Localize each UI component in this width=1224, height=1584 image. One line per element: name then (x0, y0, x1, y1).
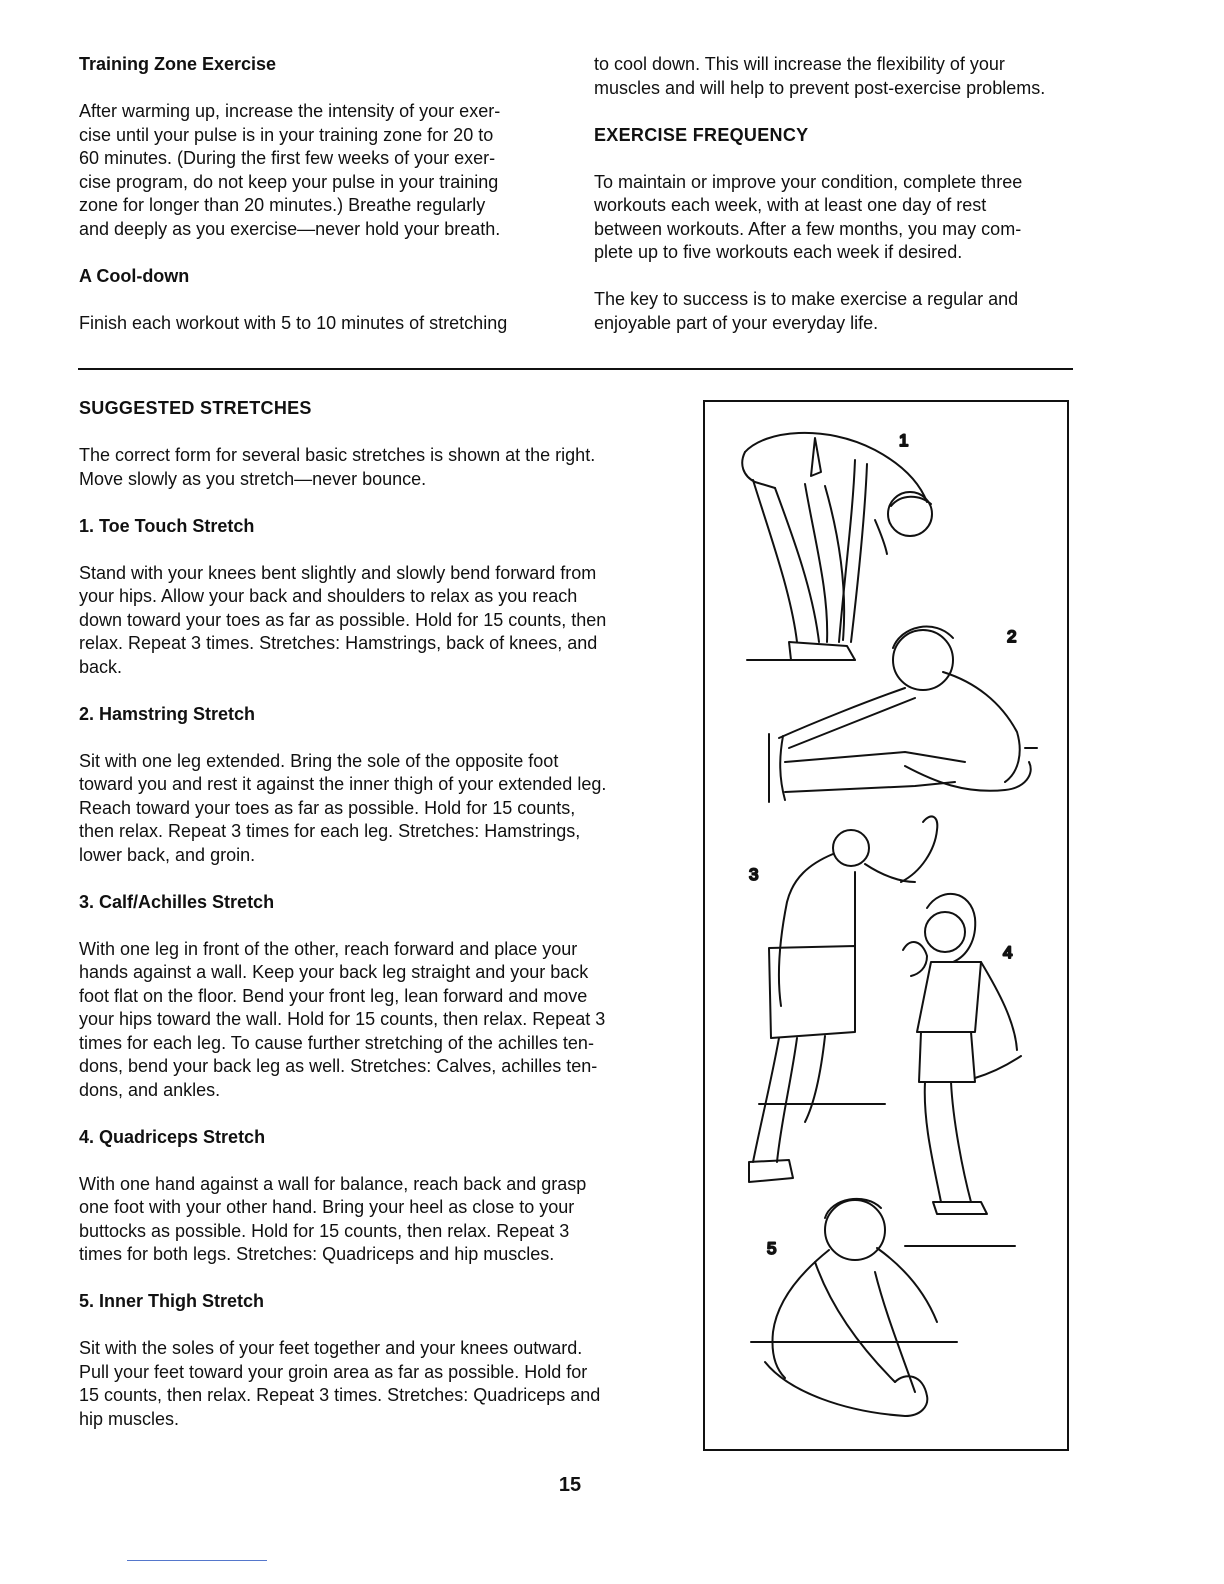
inner-thigh-figure (751, 1199, 957, 1416)
back-5 (773, 1250, 830, 1378)
stretches-intro-line: Move slowly as you stretch—never bounce. (79, 468, 427, 489)
top-left-column (79, 53, 559, 335)
stretches-illustration (703, 400, 1069, 1451)
stretch-line: back. (79, 656, 123, 677)
page-number: 15 (558, 1474, 582, 1496)
shorts-4 (919, 1032, 975, 1082)
cool-down-line: Finish each workout with 5 to 10 minutes of stretching (79, 312, 508, 333)
training-zone-line: zone for longer than 20 minutes.) Breathe regularly (79, 195, 486, 215)
stretch-line: times for each leg. To cause further stretching of the achilles ten- (79, 1032, 594, 1053)
head-3 (833, 830, 869, 866)
stretch-line: Pull your feet toward your groin area as far as possible. Hold for (79, 1361, 588, 1382)
footer-underline (127, 1560, 267, 1561)
suggested-stretches-section (79, 397, 679, 1431)
stretch-line: 15 counts, then relax. Repeat 3 times. Stretches: Quadriceps and (79, 1385, 601, 1405)
stretch-line: relax. Repeat 3 times. Stretches: Hamstrings, back of knees, and (79, 633, 598, 653)
stretch-line: hands against a wall. Keep your back leg straight and your back (79, 962, 589, 982)
figure-label: 4 (1003, 943, 1013, 962)
stretch-line: Sit with the soles of your feet together and your knees outward. (79, 1338, 583, 1358)
cool-down-continued-line: to cool down. This will increase the flexibility of your (594, 54, 1005, 74)
frequency-line: To maintain or improve your condition, complete three (594, 171, 1023, 192)
horizontal-divider (78, 368, 1073, 370)
raised-hand-3 (901, 816, 937, 882)
stretch-line: then relax. Repeat 3 times for each leg. Stretches: Hamstrings, (79, 821, 581, 841)
figure-label: 1 (899, 431, 909, 450)
head-1 (888, 492, 932, 536)
figure-label: 3 (749, 865, 759, 884)
stretch-line: your hips. Allow your back and shoulders to relax as you reach (79, 586, 578, 606)
shirt-tail (811, 438, 821, 476)
training-zone-line: cise program, do not keep your pulse in your training (79, 171, 499, 192)
frequency-line: workouts each week, with at least one day of rest (594, 195, 987, 215)
leg-2-top (785, 752, 965, 762)
head-4 (925, 912, 965, 952)
cool-down-continued-line: muscles and will help to prevent post-exercise problems. (594, 77, 1046, 98)
back-leg-3a (753, 1038, 779, 1162)
held-foot-4 (975, 1056, 1021, 1078)
stretch-line: buttocks as possible. Hold for 15 counts, then relax. Repeat 3 (79, 1220, 570, 1241)
stretch-line: dons, and ankles. (79, 1079, 221, 1100)
arm-5b (875, 1272, 915, 1392)
training-zone-line: After warming up, increase the intensity of your exer- (79, 101, 501, 121)
arm-4 (981, 962, 1017, 1050)
left-leg-back (753, 480, 797, 642)
top-right-column (594, 53, 1078, 335)
front-leg-3 (805, 1036, 825, 1122)
stretch-title: 5. Inner Thigh Stretch (79, 1291, 265, 1311)
arm-2a (779, 688, 905, 738)
face-1 (875, 520, 887, 554)
foot-2 (780, 736, 785, 800)
shoes-1 (789, 642, 855, 660)
frequency-line: between workouts. After a few months, you may com- (594, 218, 1022, 239)
back-leg-3b (777, 1038, 797, 1162)
back-2 (943, 672, 1020, 782)
stretch-title: 3. Calf/Achilles Stretch (79, 891, 275, 912)
head-2 (893, 630, 953, 690)
frequency-line: plete up to five workouts each week if desired. (594, 242, 963, 262)
stretch-line: With one leg in front of the other, reach forward and place your (79, 938, 578, 959)
figure-label: 5 (767, 1239, 777, 1258)
standing-leg-4a (925, 1082, 941, 1202)
figure-label: 2 (1007, 627, 1017, 646)
shoe-4 (933, 1202, 987, 1214)
arm-5a (815, 1262, 895, 1382)
arm-1 (839, 460, 855, 642)
stretch-line: With one hand against a wall for balance, reach back and grasp (79, 1173, 587, 1194)
calf-stretch-figure (749, 816, 937, 1182)
stretch-line: your hips toward the wall. Hold for 15 counts, then relax. Repeat 3 (79, 1009, 606, 1029)
stretch-line: Reach toward your toes as far as possible. Hold for 15 counts, (79, 797, 576, 818)
stretch-line: toward you and rest it against the inner thigh of your extended leg. (79, 774, 607, 794)
shorts-3 (769, 946, 855, 1038)
legs-5 (765, 1362, 927, 1416)
suggested-stretches-heading: SUGGESTED STRETCHES (79, 398, 312, 418)
key-to-success-line: enjoyable part of your everyday life. (594, 312, 879, 333)
stretch-line: Stand with your knees bent slightly and slowly bend forward from (79, 562, 597, 583)
cool-down-heading: A Cool-down (79, 265, 190, 286)
stretch-line: Sit with one leg extended. Bring the sole of the opposite foot (79, 750, 559, 771)
stretches-intro-line: The correct form for several basic stretches is shown at the right. (79, 445, 596, 465)
stretch-line: dons, bend your back leg as well. Stretches: Calves, achilles ten- (79, 1056, 598, 1076)
left-leg-front (775, 488, 819, 642)
shoe-3 (749, 1160, 793, 1182)
hand-4 (903, 942, 927, 976)
hamstring-figure (769, 627, 1037, 802)
stretch-line: lower back, and groin. (79, 844, 256, 865)
toe-touch-figure (742, 433, 932, 660)
standing-leg-4b (951, 1082, 971, 1202)
stretch-line: down toward your toes as far as possible. Hold for 15 counts, then (79, 609, 607, 630)
hip-outline (742, 452, 775, 488)
exercise-frequency-heading: EXERCISE FREQUENCY (594, 124, 809, 145)
stretch-line: one foot with your other hand. Bring your heel as close to your (79, 1197, 575, 1217)
stretches-drawing (705, 402, 1067, 1449)
stretch-title: 4. Quadriceps Stretch (79, 1126, 266, 1147)
stretch-line: hip muscles. (79, 1408, 180, 1429)
stretch-line: times for both legs. Stretches: Quadriceps and hip muscles. (79, 1244, 555, 1264)
shirt-4 (917, 962, 981, 1032)
head-5 (825, 1200, 885, 1260)
training-zone-heading: Training Zone Exercise (79, 54, 277, 74)
back-3 (779, 854, 833, 1006)
training-zone-line: and deeply as you exercise—never hold your breath. (79, 218, 501, 239)
training-zone-line: 60 minutes. (During the first few weeks of your exer- (79, 148, 496, 168)
arm-2b (789, 698, 915, 748)
training-zone-line: cise until your pulse is in your training zone for 20 to (79, 124, 494, 145)
stretch-title: 1. Toe Touch Stretch (79, 515, 255, 536)
stretch-title: 2. Hamstring Stretch (79, 703, 256, 724)
stretch-line: foot flat on the floor. Bend your front leg, lean forward and move (79, 985, 588, 1006)
key-to-success-line: The key to success is to make exercise a regular and (594, 289, 1019, 309)
leg-2-bottom (785, 782, 955, 792)
